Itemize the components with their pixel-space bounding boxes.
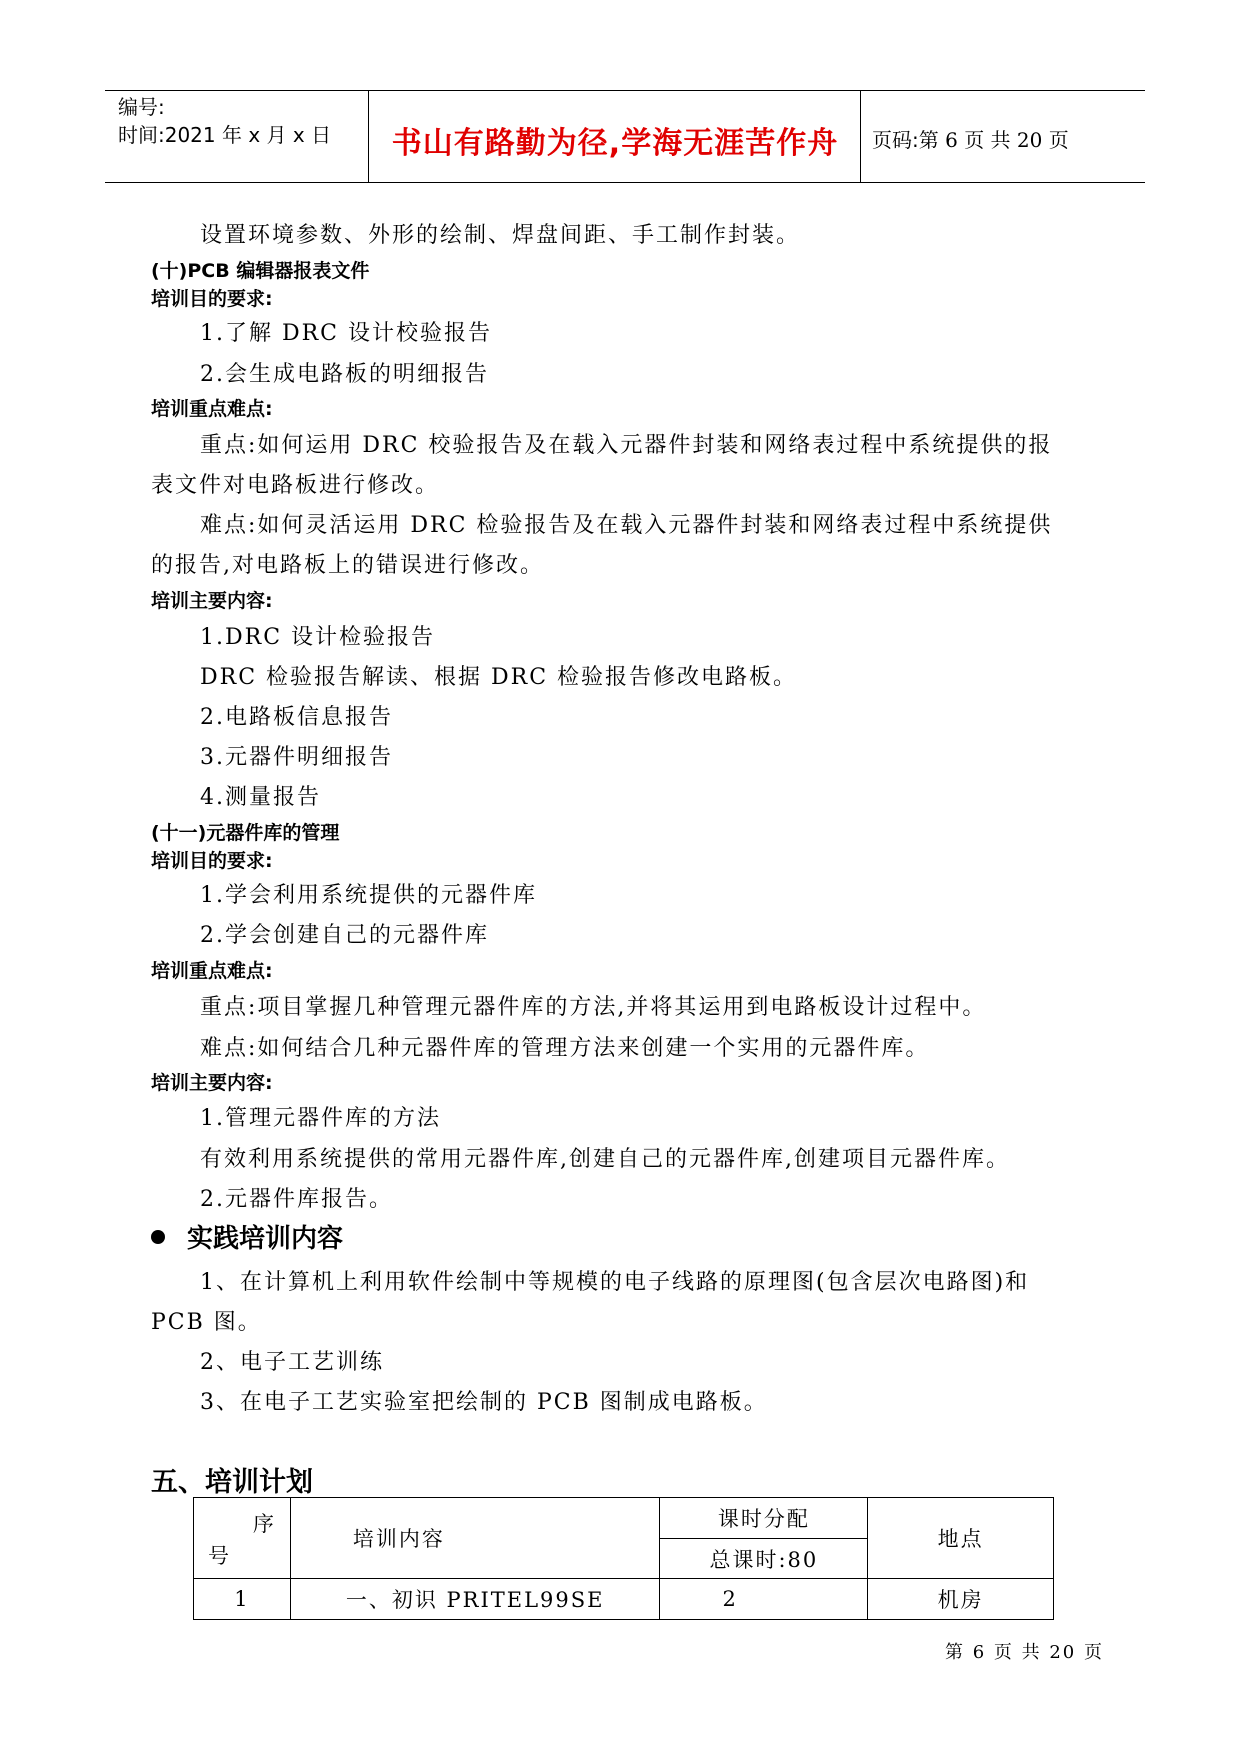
- header-page-indicator: [872, 124, 1069, 153]
- text-line: 1.学会利用系统提供的元器件库: [200, 883, 537, 908]
- doc-time-label: 时间:2021 年 x 月 x 日: [118, 123, 332, 147]
- text-line: 重点:项目掌握几种管理元器件库的方法,并将其运用到电路板设计过程中。: [200, 995, 987, 1020]
- text-line: 1.了解 DRC 设计校验报告: [200, 321, 493, 346]
- practice-title: 实践培训内容: [187, 1224, 344, 1254]
- header-top-rule: [105, 90, 1145, 91]
- header-content-cell: 培训内容: [290, 1498, 660, 1579]
- header-divider-left: [368, 90, 369, 183]
- page-total: 20: [1016, 128, 1043, 152]
- text-line: 1.DRC 设计检验报告: [200, 625, 436, 650]
- header-meta: [118, 93, 331, 149]
- text-line: 1.管理元器件库的方法: [200, 1106, 441, 1131]
- subheading-key-points: 培训重点难点:: [151, 398, 273, 420]
- text-line: 2.电路板信息报告: [200, 705, 393, 730]
- header-motto: 书山有路勤为径,学海无涯苦作舟: [391, 126, 839, 161]
- header-place-cell: 地点: [868, 1498, 1054, 1579]
- text-line: 的报告,对电路板上的错误进行修改。: [151, 553, 544, 578]
- page-footer: 第 6 页 共 20 页: [945, 1642, 1104, 1663]
- practice-heading: [151, 1218, 343, 1255]
- row-hours: 2: [660, 1579, 868, 1620]
- subheading-main-content: 培训主要内容:: [151, 1072, 273, 1094]
- header-seq-bottom: 号: [208, 1544, 231, 1568]
- text-line: PCB 图。: [151, 1310, 262, 1335]
- row-content: 一、初识 PRITEL99SE: [290, 1579, 660, 1620]
- doc-number-label: 编号:: [118, 95, 165, 119]
- section-5-title: 五、培训计划: [151, 1467, 313, 1498]
- page-suffix: 页: [1048, 128, 1069, 152]
- page-current: 6: [945, 128, 958, 152]
- table-row: [194, 1579, 1054, 1620]
- page-mid: 页 共: [964, 128, 1011, 152]
- text-line: 2.学会创建自己的元器件库: [200, 923, 489, 948]
- text-line: 难点:如何灵活运用 DRC 检验报告及在载入元器件封装和网络表过程中系统提供: [200, 513, 1053, 538]
- text-line: DRC 检验报告解读、根据 DRC 检验报告修改电路板。: [200, 665, 798, 690]
- text-line: 重点:如何运用 DRC 校验报告及在载入元器件封装和网络表过程中系统提供的报: [200, 433, 1053, 458]
- header-bottom-rule: [105, 182, 1145, 183]
- subheading-main-content: 培训主要内容:: [151, 590, 273, 612]
- text-line: 1、在计算机上利用软件绘制中等规模的电子线路的原理图(包含层次电路图)和: [200, 1270, 1030, 1295]
- text-line: 表文件对电路板进行修改。: [151, 473, 440, 498]
- subheading-key-points: 培训重点难点:: [151, 960, 273, 982]
- text-line: 4.测量报告: [200, 785, 321, 810]
- header-hours-cell: 课时分配: [660, 1498, 868, 1539]
- header-divider-right: [860, 90, 861, 183]
- header-total-hours-cell: 总课时:80: [660, 1539, 868, 1579]
- bullet-icon: [151, 1230, 165, 1244]
- text-line: 有效利用系统提供的常用元器件库,创建自己的元器件库,创建项目元器件库。: [200, 1147, 1010, 1172]
- section-heading-11: (十一)元器件库的管理: [151, 822, 340, 844]
- header-seq-cell: [194, 1498, 291, 1579]
- text-line: 3、在电子工艺实验室把绘制的 PCB 图制成电路板。: [200, 1390, 768, 1415]
- page-label: 页码:第: [872, 128, 939, 152]
- section-heading-10: (十)PCB 编辑器报表文件: [151, 260, 370, 282]
- table-header-row: [194, 1498, 1054, 1539]
- row-place: 机房: [868, 1579, 1054, 1620]
- text-line: 3.元器件明细报告: [200, 745, 393, 770]
- header-seq-top: 序: [252, 1512, 276, 1536]
- text-line: 2、电子工艺训练: [200, 1350, 384, 1375]
- text-line: 设置环境参数、外形的绘制、焊盘间距、手工制作封装。: [200, 223, 801, 248]
- subheading-goals: 培训目的要求:: [151, 288, 273, 310]
- row-seq: 1: [194, 1579, 291, 1620]
- text-line: 2.元器件库报告。: [200, 1187, 393, 1212]
- text-line: 难点:如何结合几种元器件库的管理方法来创建一个实用的元器件库。: [200, 1036, 930, 1061]
- training-plan-table: [193, 1497, 1054, 1620]
- subheading-goals: 培训目的要求:: [151, 850, 273, 872]
- text-line: 2.会生成电路板的明细报告: [200, 362, 489, 387]
